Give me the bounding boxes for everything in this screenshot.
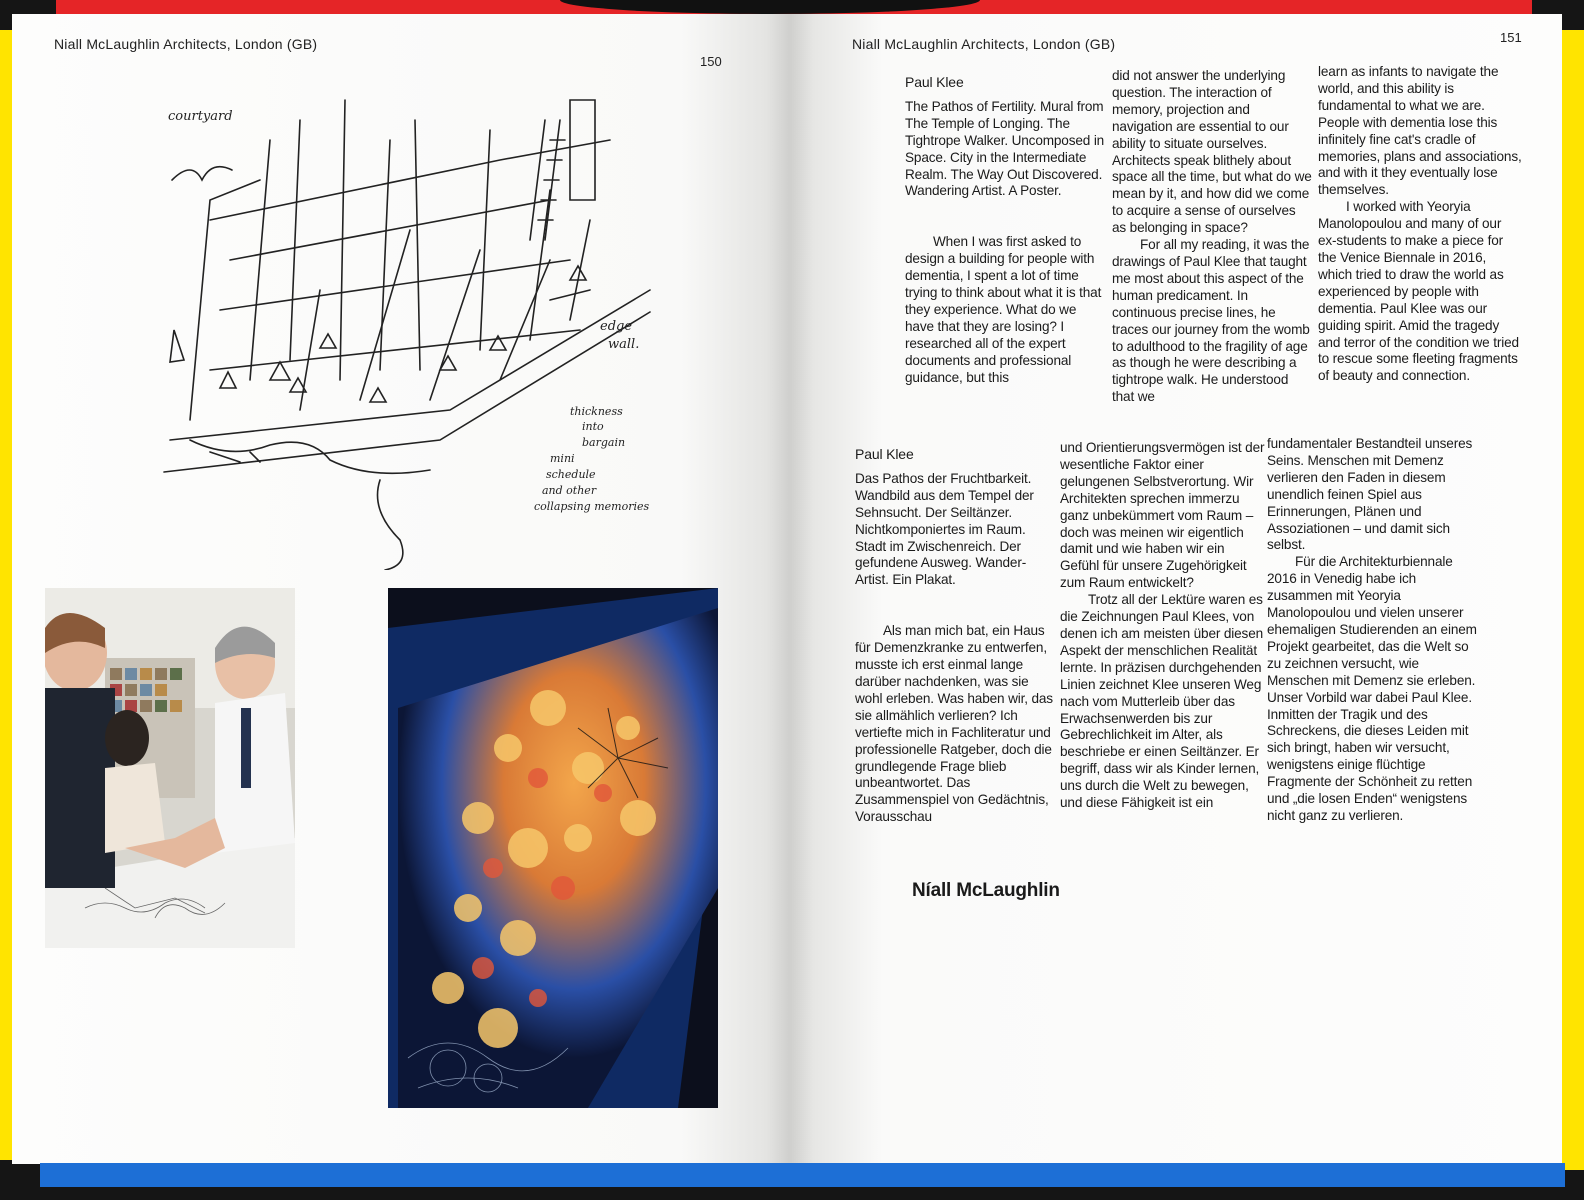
- svg-text:schedule: schedule: [546, 468, 596, 481]
- sketch-note-thickness: thickness: [570, 405, 623, 418]
- german-text-3a: fundamentaler Bestandteil unseres Seins. Menschen mit Demenz verlieren den Faden in diesem unendlich feinen Spiel aus Erinnerungen, Plänen und Assoziationen – und damit sich selbst.: [1267, 436, 1473, 553]
- architectural-sketch: [150, 80, 670, 570]
- svg-text:and other: and other: [542, 484, 597, 497]
- english-column-3: [1318, 64, 1523, 385]
- english-column-2: [1112, 68, 1312, 406]
- german-text-2a: und Orientierungsvermögen ist der wesentliche Faktor einer gelungenen Selbstverortung. Wir Architekten sprechen immerzu ganz unbekümmert vom Raum – doch was meinen wir eigentlich damit und wie haben wir ein Gefühl für unsere Zugehörigkeit zum Raum entwickelt?: [1060, 440, 1265, 591]
- blue-bottom-band: [40, 1163, 1565, 1187]
- english-column-1: [905, 74, 1105, 387]
- svg-text:into: into: [582, 420, 604, 433]
- photo-biennale-installation: [388, 588, 718, 1108]
- english-text-2b: For all my reading, it was the drawings of Paul Klee that taught me most about this aspect of the human predicament. In continuous precise lines, he traces our journey from the womb to adulthood to the fragility of age as though he were describing a tightrope walk. He understood that we: [1112, 237, 1310, 405]
- german-text-3b: Für die Architekturbiennale 2016 in Venedig habe ich zusammen mit Yeoryia Manolopoulou und vielen unserer ehemaligen Studierenden an einem Projekt gearbeitet, das die Welt so zu zeichnen versucht, wie Menschen mit Demenz sie erleben. Unser Vorbild war dabei Paul Klee. Inmitten der Tragik und des Schreckens, die dieses Leiden mit sich bringt, haben wir versucht, wenigstens einige flüchtige Fragmente der Schönheit zu retten und „die losen Enden“ wenigstens nicht ganz zu verlieren.: [1267, 554, 1477, 823]
- yellow-page-edge-right: [1560, 30, 1584, 1170]
- german-titles: Das Pathos der Fruchtbarkeit. Wandbild aus dem Tempel der Sehnsucht. Der Seiltänzer. Nichtkomponiertes im Raum. Stadt im Zwischenreich. Der gefundene Ausweg. Wander-Artist. Ein Plakat.: [855, 470, 1034, 588]
- english-text-3a: learn as infants to navigate the world, and this ability is fundamental to what we are. People with dementia lose this infinitely fine cat's cradle of memories, plans and associations, and with it they eventually lose themselves.: [1318, 64, 1522, 198]
- svg-text:wall.: wall.: [608, 337, 640, 352]
- running-head-right: Niall McLaughlin Architects, London (GB): [852, 36, 1116, 52]
- english-text-2a: did not answer the underlying question. The interaction of memory, projection and navigation are essential to our ability to situate ourselves. Architects speak blithely about space all the time, but what do we mean by it, and how did we come to acquire a sense of ourselves as belonging in space?: [1112, 68, 1312, 236]
- author-signature: Níall McLaughlin: [912, 880, 1060, 901]
- svg-text:collapsing memories: collapsing memories: [534, 500, 650, 513]
- english-text-1: When I was first asked to design a building for people with dementia, I spent a lot of time trying to think about what it is that they experience. What do we have that they are losing? I researched all of the expert documents and professional guidance, but this: [905, 234, 1102, 385]
- sketch-note-edge-wall: edge: [600, 319, 633, 334]
- german-text-1: Als man mich bat, ein Haus für Demenzkranke zu entwerfen, musste ich erst einmal lange darüber nachdenken, was sie wohl erleben. Was haben wir, das sie allmählich verlieren? Ich vertiefte mich in Fachliteratur und professionelle Ratgeber, doch die grundlegende Frage blieb unbeantwortet. Das Zusammenspiel von Gedächtnis, Vorausschau: [855, 623, 1053, 825]
- sketch-note-courtyard: courtyard: [168, 109, 233, 124]
- svg-text:mini: mini: [550, 452, 575, 465]
- photo-team-working: [45, 588, 295, 948]
- german-text-2b: Trotz all der Lektüre waren es die Zeichnungen Paul Klees, von denen ich am meisten über diesen Aspekt der menschlichen Realität lernte. In präzisen durchgehenden Linien zeichnet Klee unseren Weg nach vom Mutterleib über das Erwachsenwerden bis zur Gebrechlichkeit im Alter, als beschriebe er einen Seiltänzer. Er begriff, dass wir als Kinder lernen, uns durch die Welt zu bewegen, und diese Fähigkeit ist ein: [1060, 592, 1264, 811]
- german-column-3: [1267, 436, 1477, 825]
- page-number-right: 151: [1500, 30, 1522, 45]
- page-number-left: 150: [700, 54, 722, 69]
- german-heading: Paul Klee: [855, 446, 914, 462]
- running-head-left: Niall McLaughlin Architects, London (GB): [54, 36, 318, 52]
- german-column-2: [1060, 440, 1265, 812]
- german-column-1: [855, 446, 1055, 826]
- english-text-3b: I worked with Yeoryia Manolopoulou and many of our ex-students to make a piece for the Venice Biennale in 2016, which tried to draw the world as experienced by people with dementia. Paul Klee was our guiding spirit. Amid the tragedy and terror of the condition we tried to rescue some fleeting fragments of beauty and connection.: [1318, 199, 1519, 384]
- english-titles: The Pathos of Fertility. Mural from The Temple of Longing. The Tightrope Walker. Uncomposed in Space. City in the Intermediate Realm. The Way Out Discovered. Wandering Artist. A Poster.: [905, 98, 1105, 199]
- english-heading: Paul Klee: [905, 74, 964, 90]
- svg-text:bargain: bargain: [582, 436, 626, 449]
